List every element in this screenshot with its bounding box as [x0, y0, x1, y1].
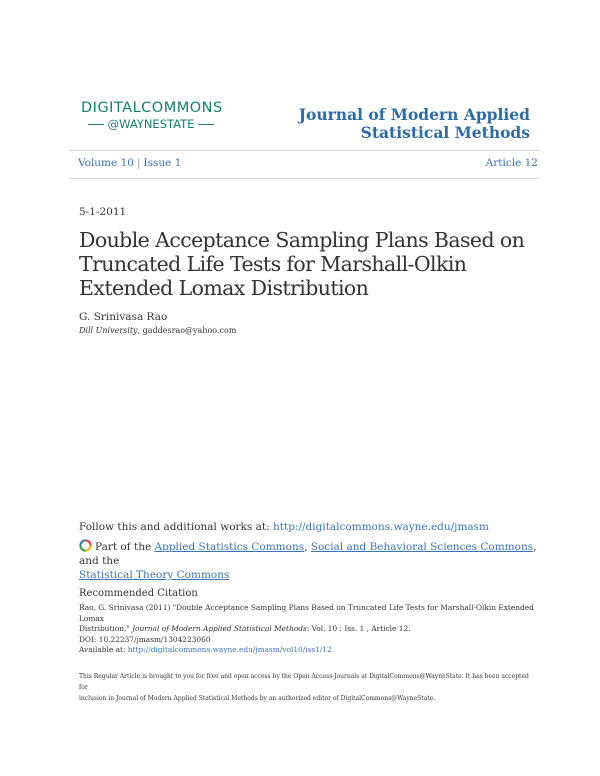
citation-available: Available at: http://digitalcommons.wayne.edu/jmasm/vol10/iss1/12 [79, 645, 332, 654]
citation-line-1: Rao, G. Srinivasa (2011) "Double Acceptance Sampling Plans Based on Truncated Life Tests for Marshall-Olkin Extended Lomax [79, 603, 534, 623]
follow-url-link[interactable]: http://digitalcommons.wayne.edu/jmasm [273, 521, 490, 533]
issue-link[interactable]: Issue 1 [143, 157, 182, 169]
article-title: Double Acceptance Sampling Plans Based on Truncated Life Tests for Marshall-Olkin Extended Lomax Distribution [79, 228, 525, 300]
applied-statistics-commons-link[interactable]: Applied Statistics Commons [154, 541, 305, 553]
article-link[interactable]: Article 12 [485, 157, 538, 169]
statistical-theory-commons-link[interactable]: Statistical Theory Commons [79, 569, 230, 581]
part-of-prefix: Part of the [95, 541, 152, 553]
access-notice-line-2: inclusion in Journal of Modern Applied Statistical Methods by an authorized editor of DigitalCommons@WayneState. [79, 695, 436, 702]
citation-block [79, 603, 539, 656]
citation-doi: DOI: 10.22237/jmasm/1304223060 [79, 634, 211, 644]
social-behavioral-sciences-commons-link[interactable]: Social and Behavioral Sciences Commons [310, 541, 534, 553]
open-access-icon [79, 539, 92, 552]
volume-link[interactable]: Volume 10 [78, 157, 134, 169]
recommended-citation-heading: Recommended Citation [79, 588, 198, 599]
author-affiliation: Dill University, gaddesrao@yahoo.com [79, 326, 237, 335]
citation-url-link[interactable]: http://digitalcommons.wayne.edu/jmasm/vol10/iss1/12 [127, 645, 332, 654]
digitalcommons-logo[interactable] [81, 100, 221, 131]
publication-date: 5-1-2011 [79, 206, 127, 218]
logo-rule-left [88, 124, 104, 125]
follow-text: Follow this and additional works at: [79, 521, 270, 533]
journal-title-link[interactable]: Journal of Modern Applied Statistical Methods [298, 105, 530, 142]
follow-line [79, 521, 489, 533]
issue-separator: | [136, 157, 141, 169]
header-divider [70, 150, 540, 151]
logo-rule-right [198, 124, 214, 125]
author-name: G. Srinivasa Rao [79, 311, 168, 323]
author-email: gaddesrao@yahoo.com [142, 326, 237, 335]
access-notice-line-1: This Regular Article is brought to you for free and open access by the Open Access Journals at DigitalCommons@WayneState. It has been accepted for [79, 673, 529, 691]
issue-divider [70, 178, 540, 179]
logo-wordmark: DIGITALCOMMONS [81, 100, 223, 116]
access-notice [79, 671, 539, 704]
affiliation-institution: Dill University [79, 326, 138, 335]
part-of-line: Part of the Applied Statistics Commons, Social and Behavioral Sciences Commons, and the Statistical Theory Commons [79, 541, 537, 581]
citation-journal: Journal of Modern Applied Statistical Methods [132, 624, 307, 633]
logo-subtitle: @WAYNESTATE [107, 117, 195, 131]
citation-line-2: Distribution," Journal of Modern Applied Statistical Methods: Vol. 10 : Iss. 1 , Article 12. [79, 624, 411, 633]
